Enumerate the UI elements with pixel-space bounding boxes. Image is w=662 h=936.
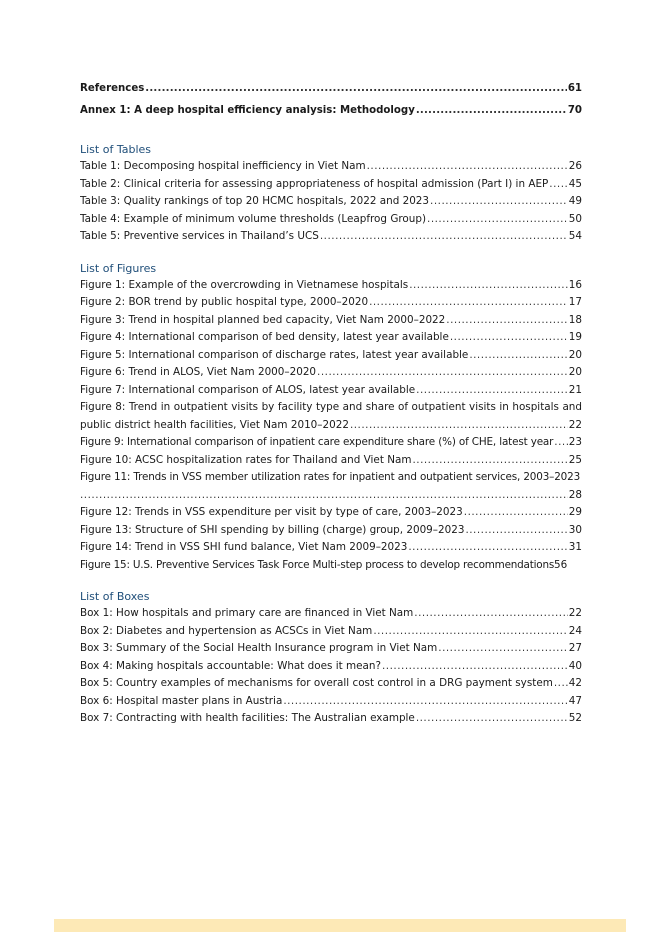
table-entry-title: Table 2: Clinical criteria for assessing appropriateness of hospital admission (Part I) in AEP [80, 177, 549, 190]
box-entry-title: Box 5: Country examples of mechanisms for overall cost control in a DRG payment system [80, 677, 553, 689]
table-entry[interactable] [80, 211, 582, 229]
figure-entry-title: Figure 6: Trend in ALOS, Viet Nam 2000–2020 [80, 366, 317, 378]
dot-leader [438, 640, 568, 658]
figure-entry-title: Figure 5: International comparison of discharge rates, latest year available [80, 348, 469, 361]
figure-entry-title: Figure 4: International comparison of bed density, latest year available [80, 331, 449, 343]
dot-leader [408, 539, 567, 557]
figure-entry-page: 20 [568, 366, 582, 378]
box-entry[interactable] [80, 658, 582, 676]
figure-entry-title-cont: public district health facilities, Viet Nam 2010–2022 [80, 418, 349, 431]
dot-leader [414, 605, 567, 623]
figure-entry[interactable] [80, 312, 582, 330]
table-entry[interactable] [80, 158, 582, 176]
box-entry[interactable] [80, 640, 582, 658]
dot-leader [412, 452, 567, 470]
box-entry-title: Box 2: Diabetes and hypertension as ACSCs in Viet Nam [80, 624, 373, 637]
table-entry[interactable] [80, 176, 582, 194]
box-entry-title: Box 6: Hospital master plans in Austria [80, 694, 283, 707]
dot-leader [554, 675, 568, 693]
table-entry[interactable] [80, 228, 582, 246]
table-entry[interactable] [80, 193, 582, 211]
figure-entry[interactable] [80, 347, 582, 365]
box-entry-page: 24 [568, 624, 582, 637]
figure-entry[interactable] [80, 329, 582, 347]
table-entry-page: 49 [568, 195, 582, 207]
figure-entry[interactable] [80, 522, 582, 540]
table-entry-title: Table 3: Quality rankings of top 20 HCMC hospitals, 2022 and 2023 [80, 195, 430, 207]
list-of-figures [80, 277, 582, 575]
figure-entry-page: 29 [568, 506, 582, 518]
toc-entry-annex-1[interactable] [80, 102, 582, 120]
box-entry-title: Box 1: How hospitals and primary care are financed in Viet Nam [80, 607, 414, 619]
figure-entry-title: Figure 12: Trends in VSS expenditure per visit by type of care, 2003–2023 [80, 506, 463, 518]
toc-entry-page: 70 [567, 104, 582, 116]
table-entry-page: 45 [568, 177, 582, 190]
table-entry-page: 50 [568, 212, 582, 225]
figure-entry-page: 21 [568, 383, 582, 396]
box-entry-page: 27 [568, 642, 582, 654]
dot-leader [416, 710, 568, 728]
table-entry-title: Table 5: Preventive services in Thailand’s UCS [80, 230, 319, 242]
box-entry[interactable] [80, 605, 582, 623]
dot-leader [427, 211, 568, 229]
box-entry[interactable] [80, 675, 582, 693]
figure-entry-page: 25 [568, 453, 582, 466]
figure-entry-page: 16 [568, 278, 582, 291]
figure-entry-8[interactable] [80, 399, 582, 434]
figure-entry-page: 31 [568, 541, 582, 553]
box-entry-title: Box 7: Contracting with health facilities: The Australian example [80, 712, 415, 724]
figure-entry[interactable] [80, 452, 582, 470]
dot-leader [416, 382, 568, 400]
list-of-boxes-heading: List of Boxes [80, 590, 150, 603]
figure-entry-title: Figure 2: BOR trend by public hospital type, 2000–2020 [80, 296, 369, 308]
footer-bar [54, 919, 626, 932]
dot-leader [369, 294, 568, 312]
table-entry-title: Table 1: Decomposing hospital inefficiency in Viet Nam [80, 160, 366, 172]
table-of-contents [80, 80, 582, 728]
figure-entry[interactable] [80, 364, 582, 382]
box-entry-page: 40 [568, 659, 582, 672]
dot-leader [549, 176, 567, 194]
figure-entry-page: 22 [568, 418, 582, 431]
figure-entry-title: Figure 3: Trend in hospital planned bed capacity, Viet Nam 2000–2022 [80, 313, 446, 326]
table-entry-page: 54 [568, 230, 582, 242]
figure-entry-page: 30 [568, 523, 582, 536]
box-entry-page: 47 [568, 694, 582, 707]
figure-entry-page: 18 [568, 313, 582, 326]
dot-leader [145, 80, 567, 98]
dot-leader [382, 658, 568, 676]
dot-leader [464, 504, 568, 522]
figure-entry-title-line-1 [80, 469, 582, 487]
figure-entry-title: Figure 8: Trend in outpatient visits by facility type and share of outpatient visits in hospitals and [80, 401, 582, 413]
box-entry-title: Box 3: Summary of the Social Health Insurance program in Viet Nam [80, 642, 438, 654]
box-entry[interactable] [80, 710, 582, 728]
figure-entry-title: Figure 15: U.S. Preventive Services Task Force Multi-step process to develop recommendations [80, 558, 555, 571]
box-entry-page: 42 [568, 677, 582, 689]
figure-entry-line-2 [80, 487, 582, 505]
figure-entry-page: 17 [568, 296, 582, 308]
dot-leader [367, 158, 568, 176]
box-entry-page: 22 [568, 607, 582, 619]
figure-entry-page: 56 [554, 558, 568, 571]
figure-entry[interactable] [80, 557, 582, 575]
figure-entry-11[interactable] [80, 469, 582, 504]
figure-entry-title-line-1 [80, 399, 582, 417]
figure-entry-page: 20 [568, 348, 582, 361]
figure-entry-page: 28 [568, 488, 582, 501]
dot-leader [409, 277, 568, 295]
dot-leader [320, 228, 568, 246]
dot-leader [446, 312, 567, 330]
figure-entry-line-2 [80, 417, 582, 435]
figure-entry[interactable] [80, 504, 582, 522]
figure-entry-page: 19 [568, 331, 582, 343]
figure-entry-title: Figure 13: Structure of SHI spending by billing (charge) group, 2009–2023 [80, 523, 465, 536]
toc-entry-title: Annex 1: A deep hospital efficiency analysis: Methodology [80, 104, 415, 116]
figure-entry[interactable] [80, 294, 582, 312]
dot-leader [317, 364, 568, 382]
list-of-tables [80, 158, 582, 246]
toc-entry-title: References [80, 83, 145, 94]
dot-leader [469, 347, 567, 365]
dot-leader [373, 623, 567, 641]
figure-entry-title: Figure 10: ACSC hospitalization rates for Thailand and Viet Nam [80, 453, 412, 466]
box-entry[interactable] [80, 693, 582, 711]
box-entry-title: Box 4: Making hospitals accountable: What does it mean? [80, 659, 381, 672]
figure-entry-title: Figure 9: International comparison of inpatient care expenditure share (%) of CHE, latest year [80, 436, 554, 448]
dot-leader [80, 487, 568, 505]
box-entry-page: 52 [568, 712, 582, 724]
figure-entry[interactable] [80, 277, 582, 295]
dot-leader [465, 522, 567, 540]
table-entry-title: Table 4: Example of minimum volume thresholds (Leapfrog Group) [80, 212, 427, 225]
figure-entry-title: Figure 7: International comparison of ALOS, latest year available [80, 383, 416, 396]
box-entry[interactable] [80, 623, 582, 641]
figure-entry-page: 23 [568, 436, 582, 448]
dot-leader [350, 417, 568, 435]
figure-entry-title: Figure 14: Trend in VSS SHI fund balance, Viet Nam 2009–2023 [80, 541, 408, 553]
figure-entry[interactable] [80, 434, 582, 452]
dot-leader [416, 102, 567, 120]
list-of-boxes [80, 605, 582, 728]
list-of-figures-heading: List of Figures [80, 261, 157, 275]
figure-entry-title: Figure 11: Trends in VSS member utilization rates for inpatient and outpatient services, 2003–2023 [80, 471, 581, 483]
figure-entry[interactable] [80, 382, 582, 400]
dot-leader [554, 434, 567, 452]
dot-leader [430, 193, 568, 211]
toc-entry-references[interactable] [80, 80, 582, 98]
dot-leader [283, 693, 567, 711]
list-of-tables-heading: List of Tables [80, 143, 152, 156]
figure-entry[interactable] [80, 539, 582, 557]
table-entry-page: 26 [568, 160, 582, 172]
dot-leader [450, 329, 568, 347]
toc-entry-page: 61 [567, 83, 582, 94]
figure-entry-title: Figure 1: Example of the overcrowding in Vietnamese hospitals [80, 278, 409, 291]
